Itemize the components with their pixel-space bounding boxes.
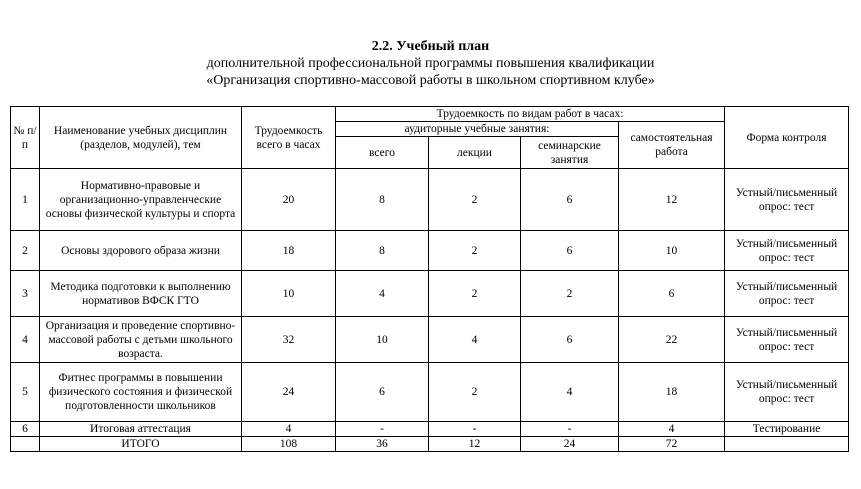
cell-total: 10 <box>242 271 336 317</box>
cell-num: 4 <box>11 317 40 363</box>
cell-all: 8 <box>336 169 429 231</box>
cell-num: 6 <box>11 422 40 437</box>
header-row <box>11 107 849 122</box>
cell-num: 2 <box>11 231 40 271</box>
table-row <box>11 169 849 231</box>
cell-name: Фитнес программы в повышении физического состояния и физической подготовленности школьников <box>40 363 242 422</box>
cell-all: 36 <box>336 437 429 452</box>
cell-lectures: 2 <box>429 363 521 422</box>
cell-all: 4 <box>336 271 429 317</box>
plan-title: 2.2. Учебный план <box>371 39 490 54</box>
cell-control <box>725 437 849 452</box>
cell-lectures: - <box>429 422 521 437</box>
cell-name: Итоговая аттестация <box>40 422 242 437</box>
table-row <box>11 231 849 271</box>
header-by-type: Трудоемкость по видам работ в часах: <box>336 107 725 122</box>
cell-lectures: 2 <box>429 231 521 271</box>
curriculum-table <box>10 106 849 452</box>
cell-num <box>11 437 40 452</box>
cell-self: 22 <box>619 317 725 363</box>
cell-total: 4 <box>242 422 336 437</box>
cell-all: 8 <box>336 231 429 271</box>
cell-control: Устный/письменный опрос: тест <box>725 363 849 422</box>
cell-name: ИТОГО <box>40 437 242 452</box>
header-seminars: семинарские занятия <box>521 137 619 169</box>
cell-name: Методика подготовки к выполнению нормативов ВФСК ГТО <box>40 271 242 317</box>
cell-self: 18 <box>619 363 725 422</box>
total-row <box>11 437 849 452</box>
cell-name: Основы здорового образа жизни <box>40 231 242 271</box>
plan-subtitle: дополнительной профессиональной программы повышения квалификации <box>206 56 655 71</box>
cell-control: Тестирование <box>725 422 849 437</box>
header-num: № п/п <box>11 107 40 169</box>
cell-name: Нормативно-правовые и организационно-управленческие основы физической культуры и спорта <box>40 169 242 231</box>
cell-all: - <box>336 422 429 437</box>
cell-total: 32 <box>242 317 336 363</box>
cell-seminars: 6 <box>521 231 619 271</box>
cell-num: 5 <box>11 363 40 422</box>
cell-all: 10 <box>336 317 429 363</box>
cell-control: Устный/письменный опрос: тест <box>725 231 849 271</box>
cell-seminars: 24 <box>521 437 619 452</box>
table-row <box>11 363 849 422</box>
cell-all: 6 <box>336 363 429 422</box>
cell-name: Организация и проведение спортивно-массовой работы с детьми школьного возраста. <box>40 317 242 363</box>
table-row <box>11 317 849 363</box>
cell-control: Устный/письменный опрос: тест <box>725 271 849 317</box>
cell-seminars: 4 <box>521 363 619 422</box>
header-name: Наименование учебных дисциплин (разделов, модулей), тем <box>40 107 242 169</box>
cell-total: 18 <box>242 231 336 271</box>
cell-seminars: 6 <box>521 317 619 363</box>
cell-control: Устный/письменный опрос: тест <box>725 169 849 231</box>
header-total: Трудоемкость всего в часах <box>242 107 336 169</box>
header-self: самостоятельная работа <box>619 122 725 169</box>
cell-lectures: 2 <box>429 169 521 231</box>
cell-self: 12 <box>619 169 725 231</box>
header-all: всего <box>336 137 429 169</box>
table-row <box>11 271 849 317</box>
cell-total: 20 <box>242 169 336 231</box>
header-control: Форма контроля <box>725 107 849 169</box>
cell-total: 108 <box>242 437 336 452</box>
cell-self: 4 <box>619 422 725 437</box>
title-block <box>0 38 861 89</box>
cell-self: 10 <box>619 231 725 271</box>
cell-self: 6 <box>619 271 725 317</box>
cell-total: 24 <box>242 363 336 422</box>
cell-seminars: - <box>521 422 619 437</box>
cell-num: 3 <box>11 271 40 317</box>
header-classroom: аудиторные учебные занятия: <box>336 122 619 137</box>
cell-lectures: 4 <box>429 317 521 363</box>
cell-self: 72 <box>619 437 725 452</box>
attestation-row <box>11 422 849 437</box>
cell-lectures: 12 <box>429 437 521 452</box>
cell-seminars: 2 <box>521 271 619 317</box>
cell-control: Устный/письменный опрос: тест <box>725 317 849 363</box>
cell-seminars: 6 <box>521 169 619 231</box>
header-lectures: лекции <box>429 137 521 169</box>
program-name: «Организация спортивно-массовой работы в школьном спортивном клубе» <box>206 73 655 88</box>
cell-lectures: 2 <box>429 271 521 317</box>
cell-num: 1 <box>11 169 40 231</box>
